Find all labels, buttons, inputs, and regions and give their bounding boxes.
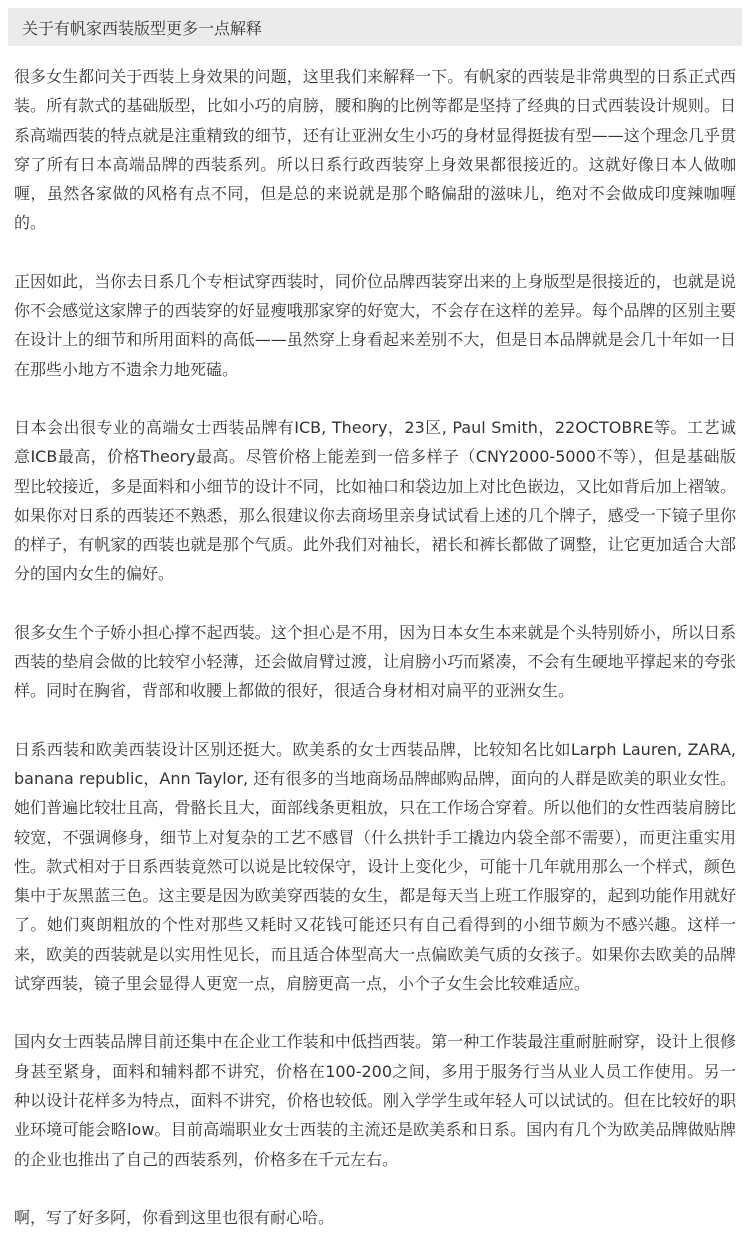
paragraph-domestic-brands: 国内女士西装品牌目前还集中在企业工作装和中低挡西装。第一种工作装最注重耐脏耐穿，设计上很修身甚至紧身，面料和辅料都不讲究，价格在100-200之间，多用于服务行当从业人员工作使用。另一种以设计花样多为特点，面料不讲究，价格也较低。刚入学学生或年轻人可以试试的。但在比较好的职业环境可能会略low。目前高端职业女士西装的主流还是欧美系和日系。国内有几个为欧美品牌做贴牌的企业也推出了自己的西装系列，价格多在千元左右。 [14,1032,736,1169]
section-header [8,8,742,46]
section-title: 关于有帆家西装版型更多一点解释 [22,18,263,38]
paragraph-closing: 啊，写了好多阿，你看到这里也很有耐心哈。 [14,1207,335,1227]
paragraph-fit-similarity: 正因如此，当你去日系几个专柜试穿西装时，同价位品牌西装穿出来的上身版型是很接近的，也就是说你不会感觉这家牌子的西装穿的好显瘦哦那家穿的好宽大，不会存在这样的差异。每个品牌的区别主要在设计上的细节和所用面料的高低——虽然穿上身看起来差别不大，但是日本品牌就是会几十年如一日在那些小地方不遗余力地死磕。 [14,271,736,379]
article-body [14,62,736,1232]
paragraph-western-suits: 日系西装和欧美西装设计区别还挺大。欧美系的女士西装品牌，比较知名比如Larph Lauren, ZARA, banana republic，Ann Taylor, 还有很多的当地商场品牌邮购品牌，面向的人群是欧美的职业女性。她们普遍比较壮且高，骨骼长且大，面部线条更粗放，只在工作场合穿着。所以他们的女性西装肩膀比较宽，不强调修身，细节上对复杂的工艺不感冒（什么拱针手工撬边内袋全部不需要），而更注重实用性。款式相对于日系西装竟然可以说是比较保守，设计上变化少，可能十几年就用那么一个样式，颜色集中于灰黑蓝三色。这主要是因为欧美穿西装的女生，都是每天当上班工作服穿的，起到功能作用就好了。她们爽朗粗放的个性对那些又耗时又花钱可能还只有自己看得到的小细节颇为不感兴趣。这样一来，欧美的西装就是以实用性见长，而且适合体型高大一点偏欧美气质的女孩子。如果你去欧美的品牌试穿西装，镜子里会显得人更宽一点，肩膀更高一点，小个子女生会比较难适应。 [14,739,736,994]
paragraph-petite-figure: 很多女生个子娇小担心撑不起西装。这个担心是不用，因为日本女生本来就是个头特别娇小，所以日系西装的垫肩会做的比较窄小轻薄，还会做肩臂过渡，让肩膀小巧而紧凑，不会有生硬地平撑起来的夸张样。同时在胸省，背部和收腰上都做的很好，很适合身材相对扁平的亚洲女生。 [14,622,736,701]
paragraph-japanese-brands: 日本会出很专业的高端女士西装品牌有ICB, Theory，23区, Paul Smith，22OCTOBRE等。工艺诚意ICB最高，价格Theory最高。尽管价格上能差到一倍多样子（CNY2000-5000不等），但是基础版型比较接近，多是面料和小细节的设计不同，比如袖口和袋边加上对比色嵌边，又比如背后加上褶皱。如果你对日系的西装还不熟悉，那么很建议你去商场里亲身试试看上述的几个牌子，感受一下镜子里你的样子，有帆家的西装也就是那个气质。此外我们对袖长，裙长和裤长都做了调整，让它更加适合大部分的国内女生的偏好。 [14,417,736,584]
paragraph-intro: 很多女生都问关于西装上身效果的问题，这里我们来解释一下。有帆家的西装是非常典型的日系正式西装。所有款式的基础版型，比如小巧的肩膀，腰和胸的比例等都是坚持了经典的日式西装设计规则。日系高端西装的特点就是注重精致的细节，还有让亚洲女生小巧的身材显得挺拔有型——这个理念几乎贯穿了所有日本高端品牌的西装系列。所以日系行政西装穿上身效果都很接近的。这就好像日本人做咖喱，虽然各家做的风格有点不同，但是总的来说就是那个略偏甜的滋味儿，绝对不会做成印度辣咖喱的。 [14,67,736,233]
